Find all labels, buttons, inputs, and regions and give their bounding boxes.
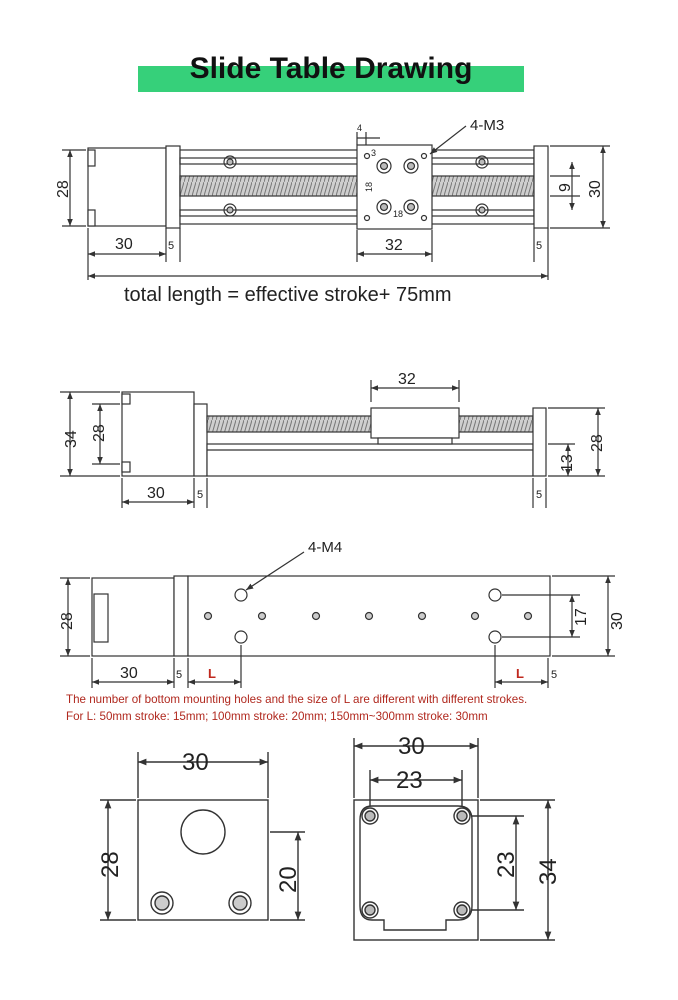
top-view: [62, 126, 610, 280]
callout-4-m4: 4-M4: [308, 539, 343, 556]
end-view-left: [100, 752, 305, 920]
dim-3: 3: [371, 148, 377, 158]
dim-32: 32: [385, 237, 403, 254]
dim-28-end-left: 28: [97, 851, 124, 878]
dim-28-right: 28: [589, 434, 606, 452]
dim-5-right-bottom: 5: [551, 669, 558, 681]
bottom-view-end-plate-left: [174, 576, 188, 656]
top-view-end-plate-left: [166, 146, 180, 228]
stroke-note: The number of bottom mounting holes and the size of L are different with different strokes.: [66, 693, 528, 706]
mounting-hole: [259, 613, 266, 620]
dim-34-end-right: 34: [535, 858, 562, 885]
callout-4-m3: 4-M3: [470, 117, 505, 134]
side-view-end-plate-right: [533, 408, 546, 476]
length-formula: total length = effective stroke+ 75mm: [124, 284, 452, 306]
side-view-end-plate-left: [194, 404, 207, 476]
mounting-hole: [472, 613, 479, 620]
dim-18b: 18: [393, 209, 404, 219]
dim-5-right: 5: [536, 240, 543, 252]
dim-13: 13: [559, 454, 576, 472]
dim-30-bottom-right: 30: [609, 612, 626, 630]
mounting-hole: [525, 613, 532, 620]
dim-30-end-left: 30: [182, 749, 209, 776]
l-size-note: For L: 50mm stroke: 15mm; 100mm stroke: 20mm; 150mm~300mm stroke: 30mm: [66, 710, 488, 723]
dim-20-end-left: 20: [275, 866, 302, 893]
dim-5-right-side: 5: [536, 489, 543, 501]
dim-4: 4: [357, 123, 363, 133]
dim-30-motor-side: 30: [147, 485, 165, 502]
dim-30-end-right: 30: [398, 733, 425, 760]
dim-30-motor-bottom: 30: [120, 665, 138, 682]
dim-5-left: 5: [168, 240, 175, 252]
dim-28-left: 28: [91, 424, 108, 442]
side-view-lead-screw: [207, 416, 533, 432]
top-view-motor: [88, 148, 166, 226]
mounting-hole: [366, 613, 373, 620]
dim-5-left-side: 5: [197, 489, 204, 501]
dim-5-left-bottom: 5: [176, 669, 183, 681]
dim-18a: 18: [364, 181, 374, 192]
dim-28-bottom: 28: [59, 612, 76, 630]
end-view-right: [354, 738, 555, 940]
bottom-view: [60, 552, 615, 688]
top-view-end-plate-right: [534, 146, 548, 228]
dim-28: 28: [55, 180, 72, 198]
dim-30-right: 30: [587, 180, 604, 198]
page-title: Slide Table Drawing: [189, 52, 473, 85]
dim-30-motor: 30: [115, 236, 133, 253]
dim-17: 17: [573, 608, 590, 626]
dim-9: 9: [557, 183, 574, 192]
dim-23-height: 23: [493, 851, 520, 878]
dim-34: 34: [63, 430, 80, 448]
side-view: [60, 380, 605, 508]
title-banner: [138, 52, 524, 92]
mounting-hole: [419, 613, 426, 620]
side-view-base: [207, 444, 533, 476]
dim-L-right: L: [516, 666, 524, 681]
mounting-hole: [313, 613, 320, 620]
dim-L-left: L: [208, 666, 216, 681]
dim-23-width: 23: [396, 767, 423, 794]
mounting-hole: [205, 613, 212, 620]
side-view-slider-block: [371, 408, 459, 438]
side-view-motor: [122, 392, 194, 476]
dim-32-block: 32: [398, 371, 416, 388]
